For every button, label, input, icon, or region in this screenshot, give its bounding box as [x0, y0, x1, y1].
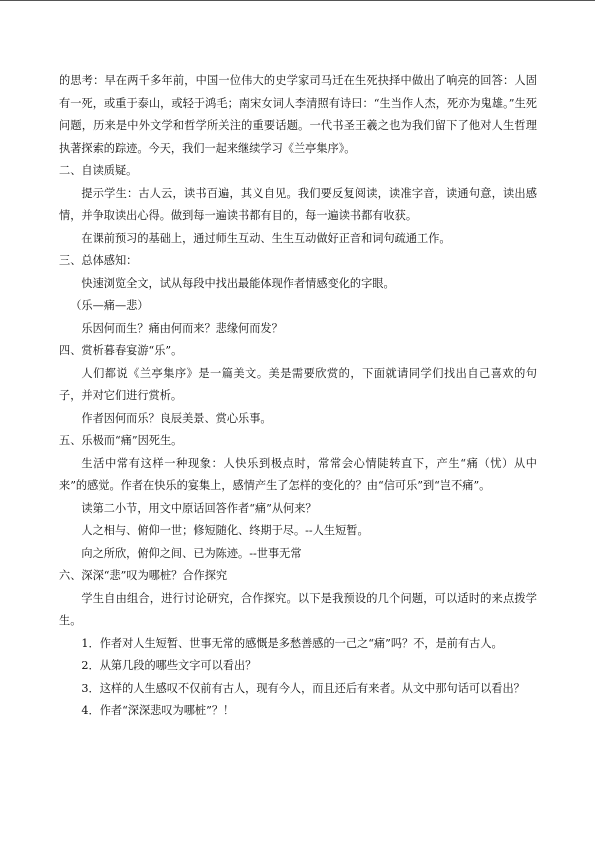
paragraph-5d: 向之所欣，俯仰之间、已为陈迹。--世事无常 [81, 546, 302, 560]
paragraph-5c: 人之相与、俯仰一世；修短随化、终期于尽。--人生短暂。 [81, 524, 369, 537]
section-heading-4: 四、赏析暮春宴游“乐”。 [59, 344, 183, 357]
question-4: 4．作者“深深悲叹为哪桩”？！ [81, 704, 235, 717]
section-heading-5: 五、乐极而“痛”因死生。 [59, 434, 183, 447]
paragraph-4a: 人们都说《兰亭集序》是一篇美文。美是需要欣赏的，下面就请同学们找出自己喜欢的句子，并对它们进行赏析。 [59, 366, 537, 402]
paragraph-5b: 读第二小节，用文中原话回答作者“痛”从何来？ [81, 501, 317, 515]
paragraph-3c: 乐因何而生？痛由何而来？悲缘何而发？ [81, 321, 283, 335]
question-2: 2．从第几段的哪些文字可以看出？ [81, 659, 257, 672]
question-1: 1．作者对人生短暂、世事无常的感慨是多愁善感的一己之“痛”吗？不，是前有古人。 [81, 636, 503, 650]
intro-paragraph: 的思考：早在两千多年前，中国一位伟大的史学家司马迁在生死抉择中做出了响亮的回答：人固有一死，或重于泰山，或轻于鸿毛；南宋女词人李清照有诗曰：“生当作人杰，死亦为鬼雄。”生死问题，历来是中外文学和哲学所关注的重要话题。一代书圣王羲之也为我们留下了他对人生哲理执著探索的踪迹。今天，我们一起来继续学习《兰亭集序》。 [59, 74, 537, 155]
paragraph-5a: 生活中常有这样一种现象：人快乐到极点时，常常会心情陡转直下，产生“痛（忧）从中来”的感觉。作者在快乐的宴集上，感情产生了怎样的变化的？由“信可乐”到“岂不痛”。 [59, 456, 537, 492]
paragraph-6a: 学生自由组合，进行讨论研究，合作探究。以下是我预设的几个问题，可以适时的来点拨学生。 [59, 591, 537, 627]
paragraph-2b: 在课前预习的基础上，通过师生互动、生生互动做好正音和词句疏通工作。 [81, 231, 451, 245]
document-body [59, 70, 537, 723]
paragraph-2a: 提示学生：古人云，读书百遍，其义自见。我们要反复阅读，读准字音，读通句意，读出感情，并争取读出心得。做到每一遍读书都有目的，每一遍读书都有收获。 [59, 186, 537, 222]
paragraph-4b: 作者因何而乐？良辰美景、赏心乐事。 [81, 411, 272, 425]
section-heading-2: 二、自读质疑。 [59, 164, 138, 177]
section-heading-6: 六、深深“悲”叹为哪桩？合作探究 [59, 569, 228, 582]
question-3: 3．这样的人生感叹不仅前有古人，现有今人，而且还后有来者。从文中那句话可以看出？ [81, 681, 525, 695]
top-rule [0, 0, 595, 1]
paragraph-3a: 快速浏览全文，试从每段中找出最能体现作者情感变化的字眼。 [81, 276, 395, 290]
paragraph-3b: （乐—痛—悲） [70, 299, 149, 312]
section-heading-3: 三、总体感知： [59, 254, 138, 267]
